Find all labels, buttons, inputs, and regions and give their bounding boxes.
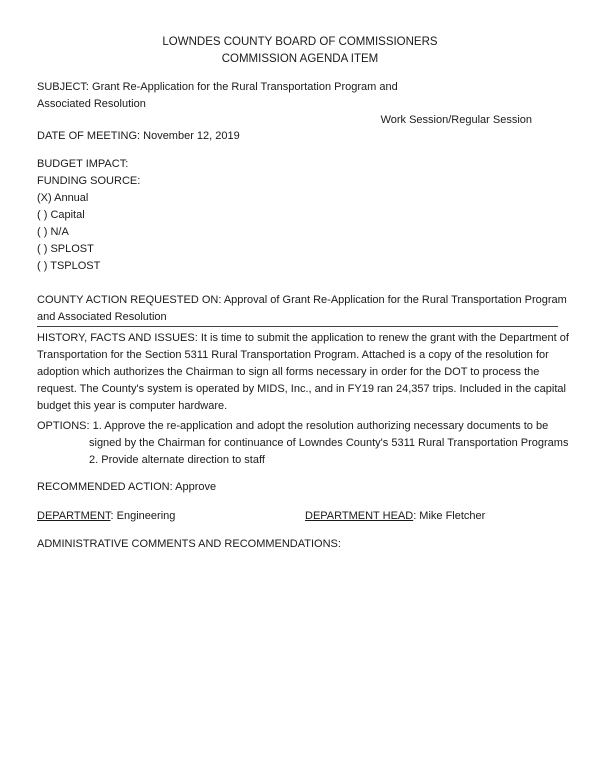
subject-line-1: SUBJECT: Grant Re-Application for the Rural Transportation Program and [37,81,398,93]
subject-line-2: Associated Resolution [37,98,146,110]
funding-option-splost: ( ) SPLOST [37,243,94,255]
options-line-3: 2. Provide alternate direction to staff [89,454,265,466]
funding-source-label: FUNDING SOURCE: [37,175,141,187]
department-label: DEPARTMENT [37,510,111,522]
history-line-3: adoption which authorizes the Chairman to sign all forms necessary in order for the DOT to process the [37,366,540,378]
department-head-label: DEPARTMENT HEAD [305,510,414,522]
county-action-line-2: and Associated Resolution [37,311,167,323]
department-head-field [305,508,485,525]
meeting-date: DATE OF MEETING: November 12, 2019 [37,130,240,142]
county-action-line-1: COUNTY ACTION REQUESTED ON: Approval of Grant Re-Application for the Rural Transportation Program [37,294,567,306]
history-line-5: budget this year is computer hardware. [37,400,228,412]
funding-option-tsplost: ( ) TSPLOST [37,260,101,272]
document-header [0,34,600,68]
budget-block [37,156,140,275]
options-block [37,418,568,469]
recommended-action: RECOMMENDED ACTION: Approve [37,481,217,493]
department-value: : Engineering [110,510,176,522]
subject-block [37,79,398,113]
options-line-1: OPTIONS: 1. Approve the re-application and adopt the resolution authorizing necessary documents to be [37,420,549,432]
history-line-1: HISTORY, FACTS AND ISSUES: It is time to submit the application to renew the grant with the Department of [37,332,569,344]
budget-impact-label: BUDGET IMPACT: [37,158,129,170]
funding-option-na: ( ) N/A [37,226,69,238]
funding-option-capital: ( ) Capital [37,209,85,221]
department-head-value: : Mike Fletcher [413,510,486,522]
header-item-title: COMMISSION AGENDA ITEM [221,53,379,65]
history-line-4: request. The County's system is operated by MIDS, Inc., and in FY19 ran 24,357 trips. Included in the capital [37,383,566,395]
county-action-block [37,292,567,326]
section-divider [37,326,558,327]
header-board-name: LOWNDES COUNTY BOARD OF COMMISSIONERS [162,36,438,48]
options-line-2: signed by the Chairman for continuance of Lowndes County's 5311 Rural Transportation Programs [89,437,569,449]
funding-option-annual: (X) Annual [37,192,89,204]
history-line-2: Transportation for the Section 5311 Rural Transportation Program. Attached is a copy of the resolution for [37,349,549,361]
session-type: Work Session/Regular Session [380,114,532,126]
administrative-comments-heading: ADMINISTRATIVE COMMENTS AND RECOMMENDATIONS: [37,538,341,550]
history-block [37,330,569,415]
department-field [37,508,175,525]
